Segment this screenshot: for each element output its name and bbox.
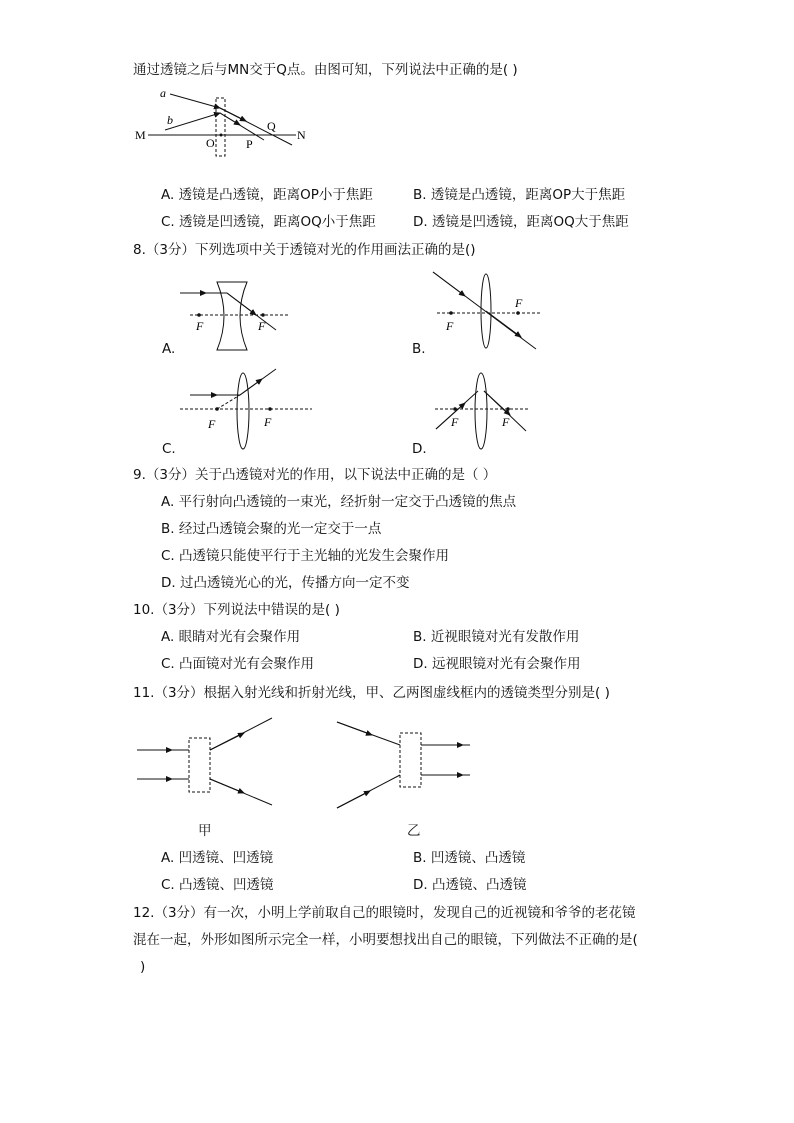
- focus-label: F: [502, 415, 510, 429]
- focus-label: F: [446, 319, 454, 333]
- q10-option-a: A. 眼睛对光有会聚作用: [161, 629, 301, 645]
- q11-option-a: A. 凹透镜、凹透镜: [161, 850, 274, 866]
- q10-option-b: B. 近视眼镜对光有发散作用: [413, 629, 580, 645]
- label-a: a: [160, 86, 166, 100]
- q9-option-a: A. 平行射向凸透镜的一束光，经折射一定交于凸透镜的焦点: [161, 494, 517, 510]
- q7-figure: [130, 82, 320, 157]
- focus-label: F: [196, 319, 204, 333]
- q8-figure-d: [428, 362, 538, 457]
- focus-label: F: [264, 415, 272, 429]
- focus-label: F: [258, 319, 266, 333]
- focus-label: F: [208, 417, 216, 431]
- q8-option-b-label: B.: [412, 341, 426, 357]
- q9-option-b: B. 经过凸透镜会聚的光一定交于一点: [161, 521, 382, 537]
- q12-line-1: 12.（3分）有一次，小明上学前取自己的眼镜时，发现自己的近视镜和爷爷的老花镜: [133, 905, 636, 921]
- q10-option-c: C. 凸面镜对光有会聚作用: [161, 656, 315, 672]
- q11-option-d: D. 凸透镜、凸透镜: [413, 877, 527, 893]
- q11-option-b: B. 凹透镜、凸透镜: [413, 850, 526, 866]
- label-O: O: [206, 136, 215, 150]
- focus-label: F: [451, 415, 459, 429]
- q8-option-a-label: A.: [162, 341, 176, 357]
- focus-label: F: [515, 296, 523, 310]
- q11-label-yi: 乙: [407, 823, 421, 839]
- q8-figure-c: [175, 362, 320, 457]
- q9-stem: 9.（3分）关于凸透镜对光的作用，以下说法中正确的是（ ）: [133, 467, 497, 483]
- q11-figure-yi: [330, 710, 480, 810]
- q12-line-3: ): [140, 959, 146, 975]
- q8-stem: 8.（3分）下列选项中关于透镜对光的作用画法正确的是(): [133, 242, 476, 258]
- q8-figure-a: [160, 270, 300, 360]
- q9-option-c: C. 凸透镜只能使平行于主光轴的光发生会聚作用: [161, 548, 450, 564]
- q7-option-a: A. 透镜是凸透镜，距离OP小于焦距: [161, 187, 373, 203]
- label-b: b: [167, 113, 173, 127]
- label-M: M: [135, 128, 146, 142]
- q12-line-2: 混在一起，外形如图所示完全一样，小明要想找出自己的眼镜，下列做法不正确的是(: [133, 932, 638, 948]
- q11-option-c: C. 凸透镜、凹透镜: [161, 877, 274, 893]
- q7-option-b: B. 透镜是凸透镜，距离OP大于焦距: [413, 187, 626, 203]
- q11-stem: 11.（3分）根据入射光线和折射光线，甲、乙两图虚线框内的透镜类型分别是( ): [133, 685, 610, 701]
- q7-option-c: C. 透镜是凹透镜，距离OQ小于焦距: [161, 214, 376, 230]
- label-N: N: [297, 128, 306, 142]
- q9-option-d: D. 过凸透镜光心的光，传播方向一定不变: [161, 575, 410, 591]
- q7-option-d: D. 透镜是凹透镜，距离OQ大于焦距: [413, 214, 629, 230]
- label-P: P: [246, 137, 253, 151]
- label-Q: Q: [267, 119, 276, 133]
- q11-label-jia: 甲: [198, 823, 212, 839]
- q10-option-d: D. 远视眼镜对光有会聚作用: [413, 656, 581, 672]
- q11-figure-jia: [130, 710, 280, 810]
- q10-stem: 10.（3分）下列说法中错误的是( ): [133, 602, 340, 618]
- q7-intro: 通过透镜之后与MN交于Q点。由图可知，下列说法中正确的是( ): [133, 62, 518, 78]
- q8-figure-b: [425, 265, 555, 355]
- q8-option-d-label: D.: [412, 441, 427, 457]
- q8-option-c-label: C.: [162, 441, 176, 457]
